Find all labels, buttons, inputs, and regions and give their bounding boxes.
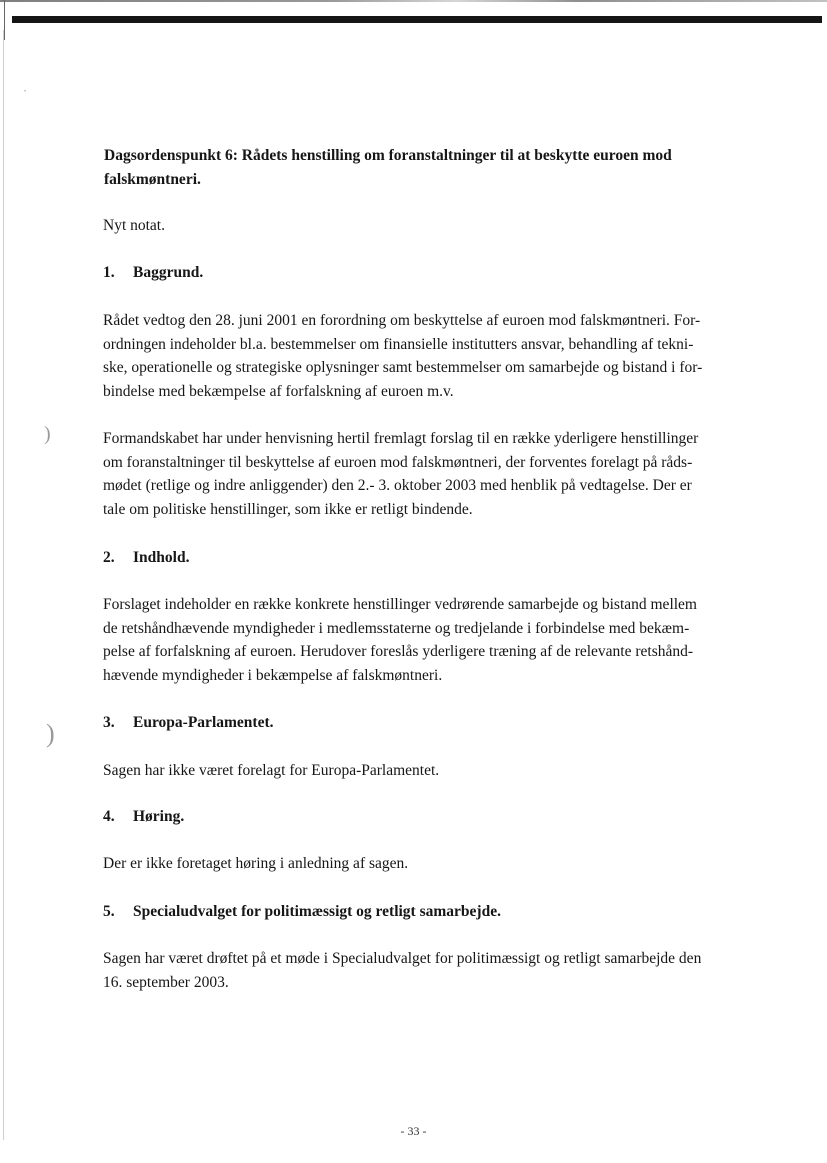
paragraph-europa-parlamentet [103,759,743,783]
text-line: bindelse med bekæmpelse af forfalskning af euroen m.v. [103,382,454,400]
section-heading-baggrund [103,262,743,284]
text-line: Forslaget indeholder en række konkrete henstillinger vedrørende samarbejde og bistand mellem [103,596,697,613]
section-heading-europa-parlamentet [103,712,743,734]
scan-speck: • [24,89,27,95]
section-number: 1. [103,264,115,281]
paragraph-indhold [103,593,743,687]
section-title: Høring. [133,808,185,825]
section-number: 4. [103,808,115,825]
text-line: Formandskabet har under henvisning hertil fremlagt forslag til en række yderligere henstillinger [103,430,699,447]
text-line: Sagen har ikke været forelagt for Europa-Parlamentet. [103,762,440,779]
text-line: Der er ikke foretaget høring i anledning af sagen. [103,855,409,872]
paragraph-baggrund-2 [103,427,743,521]
text-line: de retshåndhævende myndigheder i medlemsstaterne og tredjelande i forbindelse med bekæm- [103,619,690,637]
text-line: 16. september 2003. [103,973,229,991]
punch-hole-mark: ) [46,719,55,748]
section-heading-specialudvalget [103,901,743,923]
text-line: pelse af forfalskning af euroen. Herudover foreslås yderligere træning af de relevante retshånd- [103,643,694,660]
section-number: 3. [103,714,115,731]
section-number: 5. [103,903,115,920]
intro-note: Nyt notat. [103,217,165,234]
section-heading-indhold [103,547,743,569]
section-title: Indhold. [133,549,190,566]
text-line: ordningen indeholder bl.a. bestemmelser om finansielle institutters ansvar, behandling af tekni- [103,335,694,353]
section-title: Europa-Parlamentet. [133,714,274,731]
paragraph-horing [103,852,743,876]
page-number: - 33 - [400,1124,427,1138]
text-line: hævende myndigheder i bekæmpelse af falskmøntneri. [103,666,443,684]
section-heading-horing [103,806,743,828]
punch-hole-mark: ) [44,423,51,445]
section-title: Baggrund. [133,264,204,281]
text-line: Sagen har været drøftet på et møde i Specialudvalget for politimæssigt og retligt samarbejde den [103,950,702,967]
text-line: mødet (retlige og indre anliggender) den 2.- 3. oktober 2003 med henblik på vedtagelse. Der er [103,477,692,494]
text-line: ske, operationelle og strategiske oplysninger samt bestemmelser om samarbejde og bistand i for- [103,359,703,376]
section-title: Specialudvalget for politimæssigt og retligt samarbejde. [133,903,501,920]
text-line: om foranstaltninger til beskyttelse af euroen mod falskmøntneri, der forventes forelagt på råds- [103,453,693,471]
paragraph-baggrund-1 [103,309,743,403]
text-line: tale om politiske henstillinger, som ikke er retligt bindende. [103,500,473,518]
document-title: Dagsordenspunkt 6: Rådets henstilling om foranstaltninger til at beskytte euroen mod falskmøntneri. [104,147,672,188]
section-number: 2. [103,549,115,566]
text-line: Rådet vedtog den 28. juni 2001 en forordning om beskyttelse af euroen mod falskmøntneri. For- [103,312,701,329]
paragraph-specialudvalget [103,947,743,994]
